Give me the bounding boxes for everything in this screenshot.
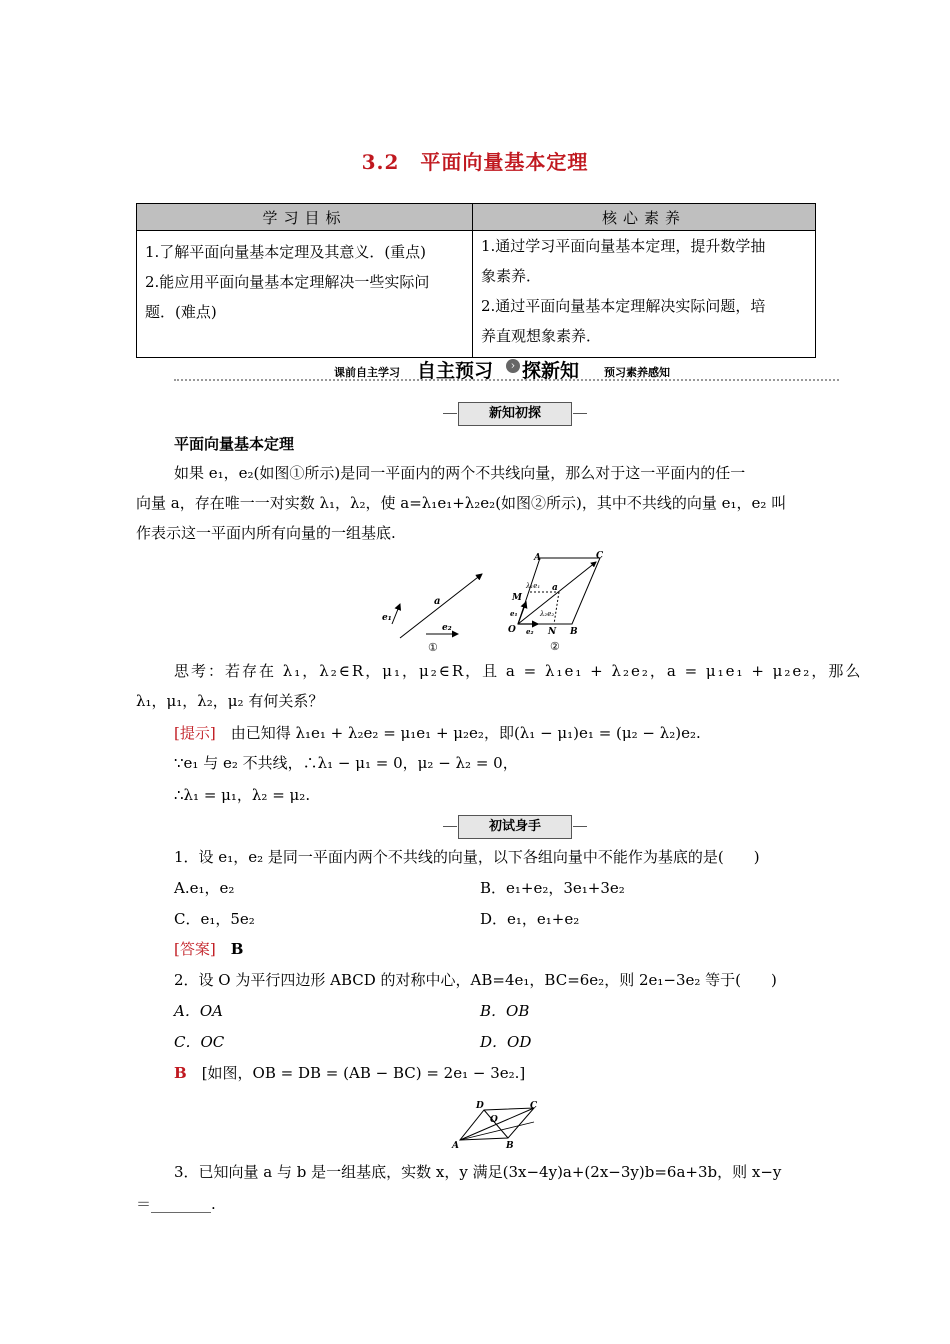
q1-option-a: A.e₁，e₂ xyxy=(174,879,235,897)
dashed-line xyxy=(554,592,559,624)
section-chushi: 初试身手 xyxy=(458,815,572,839)
objectives-right-cell xyxy=(473,231,816,358)
q1-stem: 1．设 e₁，e₂ 是同一平面内两个不共线的向量，以下各组向量中不能作为基底的是( ) xyxy=(174,848,760,866)
q1-option-c: C．e₁，5e₂ xyxy=(174,910,255,928)
q1-answer xyxy=(174,937,243,961)
theorem-line: 如果 e₁，e₂(如图①所示)是同一平面内的两个不共线向量，那么对于这一平面内的任一 xyxy=(174,464,746,482)
label-a: a xyxy=(434,596,441,607)
label-e2: e₂ xyxy=(526,627,534,636)
section-xinzhi: 新知初探 xyxy=(458,402,572,426)
point-O: O xyxy=(508,625,516,635)
q2-option-b: B．OB xyxy=(480,1002,530,1020)
banner-big-left: 自主预习 xyxy=(417,360,494,382)
objectives-left-cell xyxy=(137,231,473,358)
banner-left-small: 课前自主学习 xyxy=(334,366,400,379)
label-a: a xyxy=(552,583,558,593)
q3-line: ＝________. xyxy=(136,1195,216,1213)
hint-line: ∴λ₁ = μ₁，λ₂ = μ₂. xyxy=(174,786,311,804)
literacy-line: 象素养． xyxy=(481,267,542,285)
label-l1e1: λ₁e₁ xyxy=(526,582,541,590)
answer-label: [答案] xyxy=(174,940,216,958)
q2-option-d: D．OD xyxy=(480,1033,532,1051)
point-A: A xyxy=(534,553,541,563)
hint-line: ∵e₁ 与 e₂ 不共线，∴λ₁ − μ₁ = 0，μ₂ − λ₂ = 0， xyxy=(174,754,518,772)
label-e1: e₁ xyxy=(510,609,518,618)
q1-option-b: B．e₁+e₂，3e₁+3e₂ xyxy=(480,879,625,897)
vector-a-arrow xyxy=(518,562,596,624)
section-banner xyxy=(174,356,839,382)
vector-e1-arrow xyxy=(392,604,400,624)
objective-line: 1.了解平面向量基本定理及其意义．(重点) xyxy=(145,243,427,261)
q3-line: 3．已知向量 a 与 b 是一组基底，实数 x，y 满足(3x−4y)a+(2x−3y)b=6a+3b，则 x−y xyxy=(174,1163,782,1181)
figure-2-caption: ② xyxy=(550,640,560,653)
literacy-line: 养直观想象素养． xyxy=(481,327,602,345)
objectives-head-left: 学习目标 xyxy=(137,204,473,231)
figure-1-caption: ① xyxy=(428,641,438,654)
theorem-line: 向量 a，存在唯一一对实数 λ₁，λ₂，使 a=λ₁e₁+λ₂e₂(如图②所示)，其中不共线的向量 e₁，e₂ 叫 xyxy=(136,494,787,512)
answer-value: B xyxy=(230,940,244,958)
arrow-circle-icon: › xyxy=(506,359,520,373)
hint-line xyxy=(174,721,701,745)
banner-big-right: 探新知 xyxy=(522,360,580,382)
objectives-table xyxy=(136,203,816,358)
page-title: 3.2 平面向量基本定理 xyxy=(361,150,589,174)
figure-2 xyxy=(504,548,616,654)
banner-right-small: 预习素养感知 xyxy=(604,366,670,379)
banner-divider xyxy=(174,379,839,381)
q2-answer xyxy=(174,1061,525,1085)
hint-label: [提示] xyxy=(174,724,216,742)
think-line: λ₁，μ₁，λ₂，μ₂ 有何关系？ xyxy=(136,692,324,710)
point-C: C xyxy=(530,1101,538,1111)
theorem-title: 平面向量基本定理 xyxy=(174,435,295,453)
hint-text: 由已知得 λ₁e₁ + λ₂e₂ = μ₁e₁ + μ₂e₂，即(λ₁ − μ₁)e₁ = (μ₂ − λ₂)e₂. xyxy=(230,724,701,742)
objective-line: 题．(难点) xyxy=(145,303,217,321)
literacy-line: 1.通过学习平面向量基本定理，提升数学抽 xyxy=(481,237,766,255)
think-line: 思考：若存在 λ₁，λ₂∈R，μ₁，μ₂∈R，且 a = λ₁e₁ + λ₂e₂，a = μ₁e₁ + μ₂e₂，那么 xyxy=(174,662,863,680)
point-A: A xyxy=(452,1141,459,1150)
point-O: O xyxy=(490,1115,498,1125)
q2-explain: [如图，OB = DB = (AB − BC) = 2e₁ − 3e₂.] xyxy=(201,1064,526,1082)
q2-option-c: C．OC xyxy=(174,1033,225,1051)
point-C: C xyxy=(596,551,604,561)
point-B: B xyxy=(570,627,578,637)
label-l2e2: λ₂e₂ xyxy=(540,610,555,618)
label-e1: e₁ xyxy=(382,613,392,623)
point-D: D xyxy=(476,1101,484,1111)
point-N: N xyxy=(548,627,557,637)
objective-line: 2.能应用平面向量基本定理解决一些实际问 xyxy=(145,273,430,291)
objectives-head-right: 核心素养 xyxy=(473,204,816,231)
literacy-line: 2.通过平面向量基本定理解决实际问题，培 xyxy=(481,297,766,315)
q1-option-d: D．e₁，e₁+e₂ xyxy=(480,910,580,928)
figure-3 xyxy=(450,1098,542,1150)
figure-1 xyxy=(378,562,488,654)
label-e2: e₂ xyxy=(442,623,452,633)
answer-value: B xyxy=(174,1064,187,1082)
q2-option-a: A．OA xyxy=(174,1002,223,1020)
theorem-line: 作表示这一平面内所有向量的一组基底. xyxy=(136,524,396,542)
vector-a-arrow xyxy=(400,574,482,638)
q2-stem: 2．设 O 为平行四边形 ABCD 的对称中心，AB=4e₁，BC=6e₂，则 2e₁−3e₂ 等于( ) xyxy=(174,971,777,989)
point-M: M xyxy=(512,593,522,603)
point-B: B xyxy=(506,1141,514,1150)
